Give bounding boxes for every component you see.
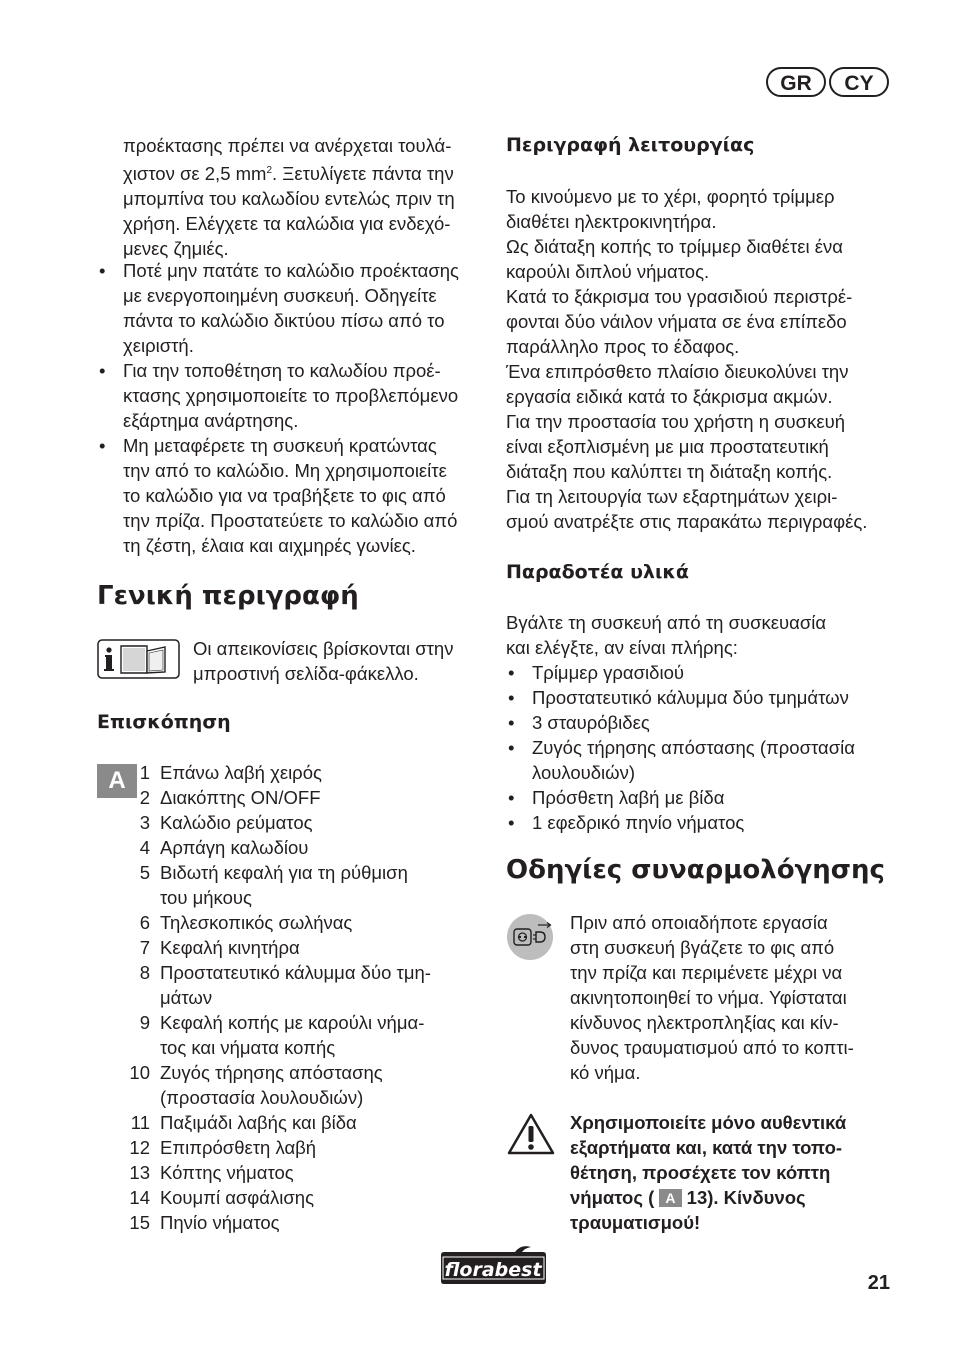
item-number: 15 [129, 1212, 150, 1233]
item-label: Αρπάγη καλωδίου [160, 837, 309, 858]
parts-list-item [108, 810, 493, 835]
parts-list-item-continuation [108, 1085, 493, 1110]
function-description-heading: Περιγραφή λειτουργίας [506, 134, 755, 156]
parts-list-item [108, 1185, 493, 1210]
item-label: Τηλεσκοπικός σωλήνας [160, 912, 353, 933]
item-label: Κεφαλή κινητήρα [160, 937, 300, 958]
text-line: Για τη λειτουργία των εξαρτημάτων χειρι- [506, 486, 838, 507]
text-line: την πρίζα και περιμένετε μέχρι να [570, 962, 843, 983]
bullet-item: • Για την τοποθέτηση το καλωδίου προέ- κτασης χρησιμοποιείτε το προβλεπόμενο εξάρτημα ανάρτησης. [97, 358, 487, 433]
item-label: Κουμπί ασφάλισης [160, 1187, 314, 1208]
delivery-item: • Τρίμμερ γρασιδιού [506, 660, 901, 685]
text-line: Ως διάταξη κοπής το τρίμμερ διαθέτει ένα [506, 236, 843, 257]
parts-list-item [108, 1010, 493, 1035]
text-line: Κατά το ξάκρισμα του γρασιδιού περιστρέ- [506, 286, 853, 307]
figure-a-badge: A [97, 764, 137, 798]
item-label: Καλώδιο ρεύματος [160, 812, 313, 833]
parts-list-item [108, 1210, 493, 1235]
parts-list-item [108, 835, 493, 860]
unplug-note-text [570, 910, 900, 1085]
text-line: μπομπίνα του καλωδίου εντελώς πριν τη [123, 188, 455, 210]
item-number [108, 1085, 160, 1110]
superscript: 2 [266, 165, 273, 176]
bullet-item: • Ποτέ μην πατάτε το καλώδιο προέκτασης με ενεργοποιημένη συσκευή. Οδηγείτε πάντα το καλώδιο δικτύου πίσω από το χειριστή. [97, 258, 487, 358]
parts-list-item [108, 760, 493, 785]
item-label: τος και νήματα κοπής [160, 1037, 336, 1058]
parts-list-item [108, 1135, 493, 1160]
warning-triangle-icon [506, 1112, 556, 1156]
item-number: 11 [130, 1112, 150, 1133]
parts-list-item [108, 910, 493, 935]
svg-text:florabest: florabest [444, 1259, 542, 1281]
text-line: κίνδυνος ηλεκτροπληξίας και κίν- [570, 1012, 839, 1033]
text-line: Ένα επιπρόσθετο πλαίσιο διευκολύνει την [506, 361, 849, 382]
lang-badge-cy: CY [829, 67, 889, 97]
delivery-item: • 1 εφεδρικό πηνίο νήματος [506, 810, 901, 835]
text-line: χρήση. Ελέγχετε τα καλώδια για ενδεχό- [123, 213, 451, 235]
item-number [108, 985, 160, 1010]
text-line: στη συσκευή βγάζετε το φις από [570, 937, 835, 958]
delivery-item: • Πρόσθετη λαβή με βίδα [506, 785, 901, 810]
text-line: σμού ανατρέξτε στις παρακάτω περιγραφές. [506, 511, 868, 532]
text-line: φονται δύο νάιλον νήματα σε ένα επίπεδο [506, 311, 847, 332]
text-line: προέκτασης πρέπει να ανέρχεται τουλά- [123, 135, 452, 156]
parts-list-item [108, 860, 493, 885]
item-label: μάτων [160, 987, 213, 1008]
text-line: Για την προστασία του χρήστη η συσκευή [506, 411, 845, 432]
bullet-item: • Μη μεταφέρετε τη συσκευή κρατώντας την από το καλώδιο. Μη χρησιμοποιείτε το καλώδιο για να τραβήξετε το φις από την πρίζα. Προστατεύετε το καλώδιο από τη ζέστη, έλαια και αιχμηρές γωνίες. [97, 433, 487, 558]
item-label: του μήκους [160, 887, 252, 908]
left-continuation [123, 133, 483, 261]
item-number: 7 [139, 937, 150, 958]
item-number: 6 [139, 912, 150, 933]
item-number: 14 [129, 1187, 150, 1208]
parts-list-item-continuation [108, 1035, 493, 1060]
text-line: δυνος τραυματισμού από το κοπτι- [570, 1037, 854, 1058]
text-line: ακινητοποιηθεί το νήμα. Υφίσταται [570, 987, 847, 1008]
delivery-item: • Προστατευτικό κάλυμμα δύο τμημάτων [506, 685, 901, 710]
text-line: διαθέτει ηλεκτροκινητήρα. [506, 211, 717, 232]
text-line: καρούλι διπλού νήματος. [506, 261, 710, 282]
text-line: παράλληλο προς το έδαφος. [506, 336, 740, 357]
unplug-icon [506, 913, 554, 961]
function-description-text [506, 184, 901, 534]
delivery-list [506, 660, 901, 835]
item-number: 3 [139, 812, 150, 833]
item-number: 4 [139, 837, 150, 858]
item-number [108, 1035, 160, 1060]
overview-heading: Επισκόπηση [97, 711, 231, 733]
item-number: 1 [139, 762, 150, 783]
item-number: 8 [139, 962, 150, 983]
parts-list-item [108, 1110, 493, 1135]
assembly-heading: Οδηγίες συναρμολόγησης [506, 855, 885, 885]
text-line: Το κινούμενο με το χέρι, φορητό τρίμμερ [506, 186, 835, 207]
figure-a-inline-badge: A [659, 1189, 681, 1207]
parts-list-item [108, 1060, 493, 1085]
text-line: κό νήμα. [570, 1062, 641, 1083]
text-line: Πριν από οποιαδήποτε εργασία [570, 912, 828, 933]
item-number: 13 [129, 1162, 150, 1183]
item-label: Πηνίο νήματος [160, 1212, 280, 1233]
item-label: Βιδωτή κεφαλή για τη ρύθμιση [160, 862, 408, 883]
item-label: Επάνω λαβή χειρός [160, 762, 322, 783]
parts-list [108, 760, 493, 1235]
text-line: χιστον σε 2,5 $mm^2$. Ξετυλίγετε πάντα την [123, 163, 454, 185]
parts-list-item [108, 1160, 493, 1185]
item-number: 9 [139, 1012, 150, 1033]
parts-list-item [108, 960, 493, 985]
item-number: 5 [139, 862, 150, 883]
left-bullet-list [97, 258, 487, 558]
item-label: Κόπτης νήματος [160, 1162, 294, 1183]
delivery-intro: Βγάλτε τη συσκευή από τη συσκευασία και ελέγξτε, αν είναι πλήρης: [506, 612, 827, 658]
item-number: 12 [129, 1137, 150, 1158]
item-number: 10 [129, 1062, 150, 1083]
delivery-item: • 3 σταυρόβιδες [506, 710, 901, 735]
page-number: 21 [867, 1272, 890, 1294]
parts-list-item [108, 935, 493, 960]
item-label: Διακόπτης ON/OFF [160, 787, 321, 808]
item-number: 2 [139, 787, 150, 808]
warning-text: Χρησιμοποιείτε μόνο αυθεντικά εξαρτήματα και, κατά την τοπο- θέτηση, προσέχετε τον κόπτη νήματος ( A 13). Κίνδυνος τραυματισμού! [570, 1112, 847, 1233]
parts-list-item-continuation [108, 885, 493, 910]
info-note-text: Οι απεικονίσεις βρίσκονται στην μπροστινή σελίδα-φάκελλο. [193, 638, 454, 684]
general-description-heading: Γενική περιγραφή [97, 581, 359, 611]
text-line: εργασία ειδικά κατά το ξάκρισμα ακμών. [506, 386, 833, 407]
delivery-item: • Ζυγός τήρησης απόστασης (προστασία λουλουδιών) [506, 735, 901, 785]
delivery-heading: Παραδοτέα υλικά [506, 561, 689, 583]
item-number [108, 885, 160, 910]
item-label: Παξιμάδι λαβής και βίδα [160, 1112, 357, 1133]
item-label: Κεφαλή κοπής με καρούλι νήμα- [160, 1012, 425, 1033]
text-line: είναι εξοπλισμένη με μια προστατευτική [506, 436, 829, 457]
item-label: Ζυγός τήρησης απόστασης [160, 1062, 383, 1083]
text-line: μενες ζημιές. [123, 238, 229, 260]
lang-badge-gr: GR [766, 67, 826, 97]
parts-list-item-continuation [108, 985, 493, 1010]
text-line: διάταξη που καλύπτει τη διάταξη κοπής. [506, 461, 833, 482]
info-book-icon [97, 639, 180, 679]
item-label: Προστατευτικό κάλυμμα δύο τμη- [160, 962, 431, 983]
item-label: (προστασία λουλουδιών) [160, 1087, 364, 1108]
parts-list-item [108, 785, 493, 810]
item-label: Επιπρόσθετη λαβή [160, 1137, 317, 1158]
florabest-logo [437, 1243, 550, 1289]
